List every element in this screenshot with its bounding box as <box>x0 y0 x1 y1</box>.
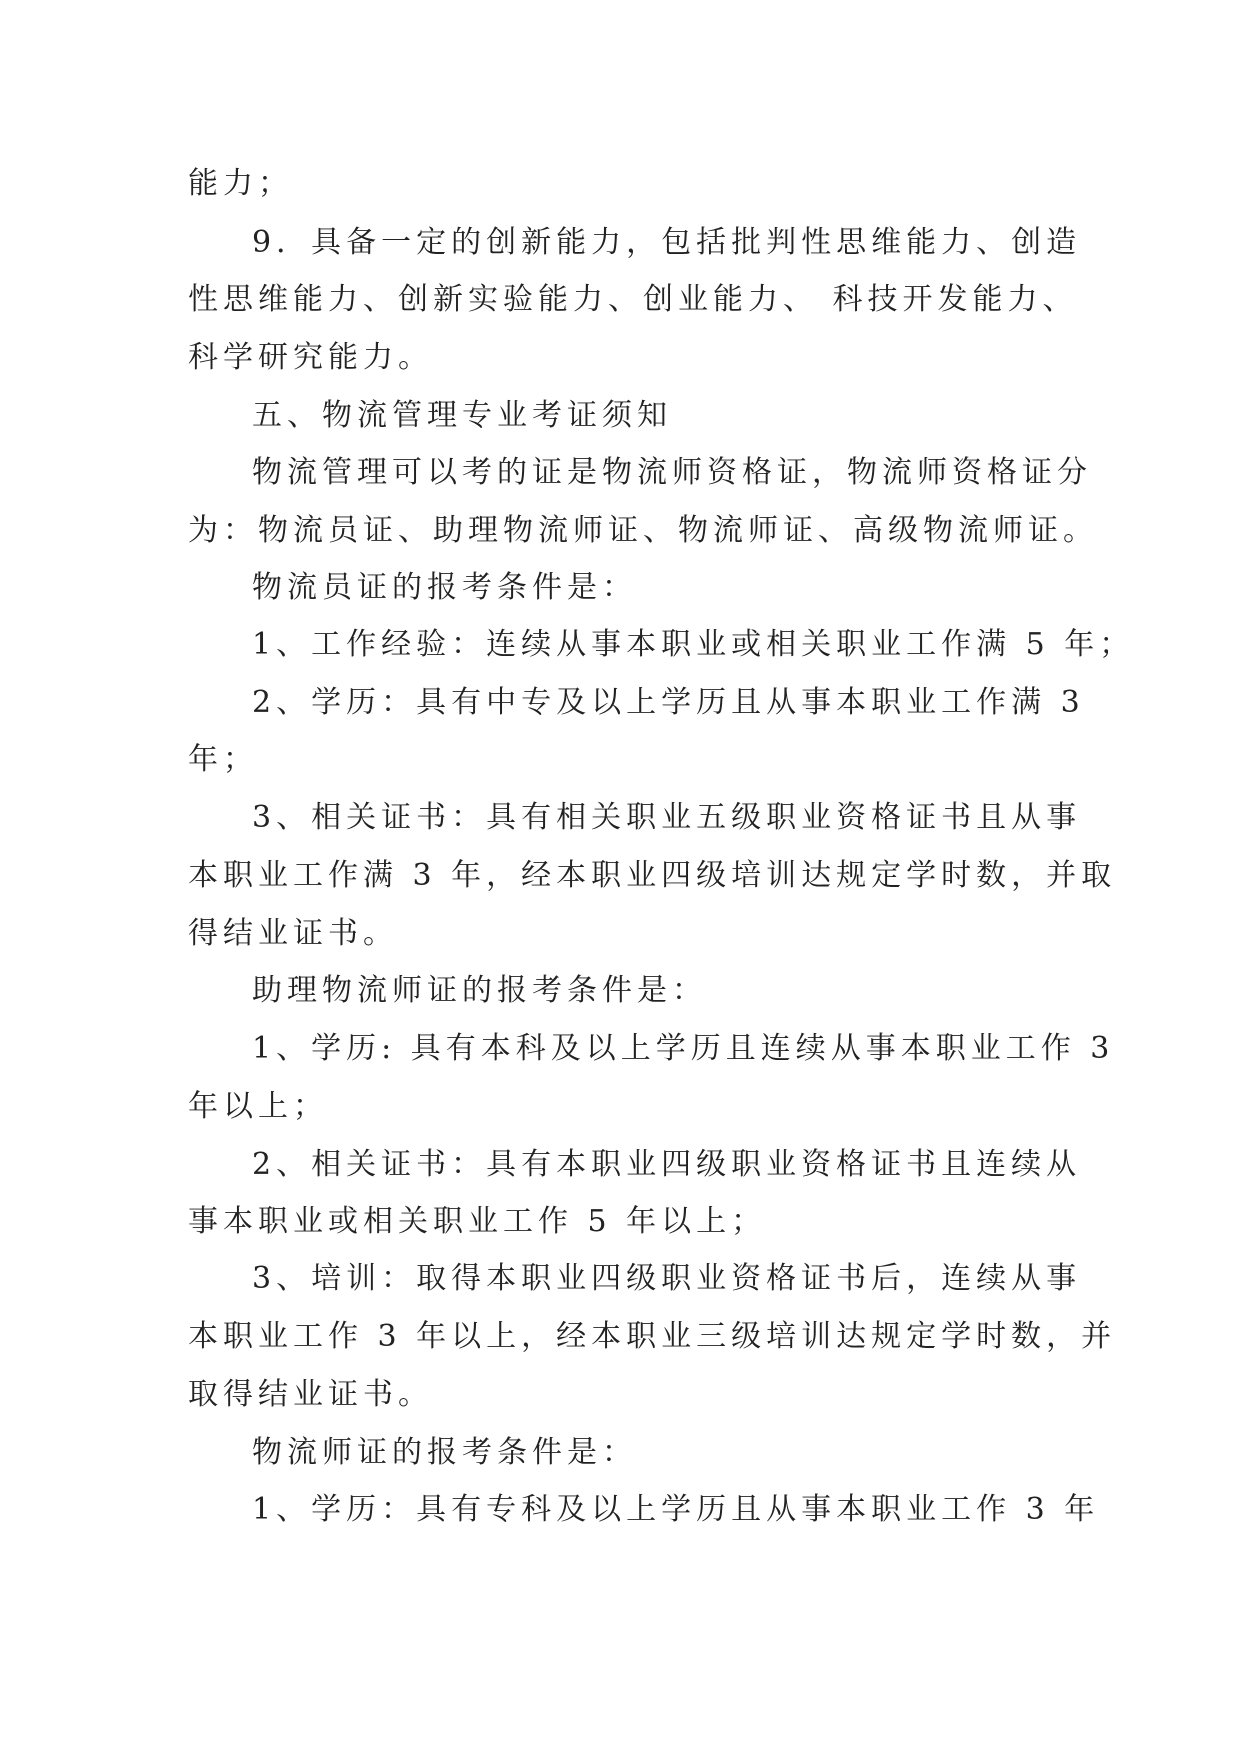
text-line: 2、学历：具有中专及以上学历且从事本职业工作满 3 <box>252 685 1085 720</box>
text-line: 能力； <box>188 166 293 201</box>
text-line: 本职业工作 3 年以上，经本职业三级培训达规定学时数，并 <box>188 1319 1117 1354</box>
text-line: 1、学历：具有专科及以上学历且从事本职业工作 3 年 <box>252 1492 1100 1527</box>
text-line: 物流管理可以考的证是物流师资格证，物流师资格证分 <box>252 455 1092 490</box>
text-line: 助理物流师证的报考条件是： <box>252 973 707 1008</box>
text-line: 年； <box>188 742 258 777</box>
text-line: 性思维能力、创新实验能力、创业能力、 科技开发能力、 <box>188 282 1078 317</box>
text-line: 2、相关证书：具有本职业四级职业资格证书且连续从 <box>252 1147 1082 1182</box>
text-line: 取得结业证书。 <box>188 1377 433 1412</box>
text-line: 事本职业或相关职业工作 5 年以上； <box>188 1204 767 1239</box>
text-line: 9．具备一定的创新能力，包括批判性思维能力、创造 <box>252 225 1082 260</box>
section-heading: 五、物流管理专业考证须知 <box>252 398 672 433</box>
text-line: 3、相关证书：具有相关职业五级职业资格证书且从事 <box>252 800 1082 835</box>
text-line: 得结业证书。 <box>188 916 398 951</box>
text-line: 为：物流员证、助理物流师证、物流师证、高级物流师证。 <box>188 513 1098 548</box>
text-line: 3、培训：取得本职业四级职业资格证书后，连续从事 <box>252 1261 1082 1296</box>
text-line: 1、学历: 具有本科及以上学历且连续从事本职业工作 3 <box>252 1031 1115 1066</box>
text-line: 1、工作经验：连续从事本职业或相关职业工作满 5 年； <box>252 627 1135 662</box>
text-line: 年以上； <box>188 1089 328 1124</box>
text-line: 物流员证的报考条件是： <box>252 570 637 605</box>
text-line: 科学研究能力。 <box>188 340 433 375</box>
text-line: 本职业工作满 3 年，经本职业四级培训达规定学时数，并取 <box>188 858 1117 893</box>
text-line: 物流师证的报考条件是： <box>252 1435 637 1470</box>
